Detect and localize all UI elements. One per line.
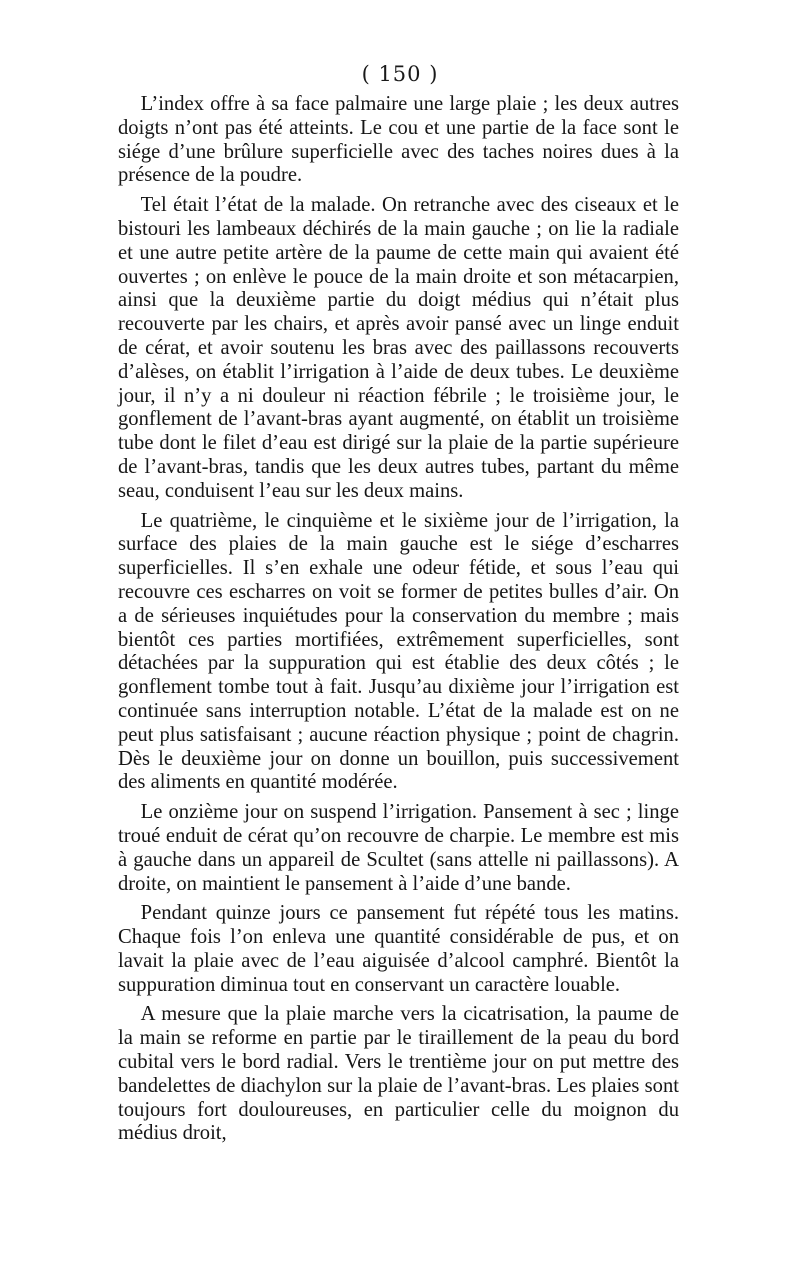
paragraph-4: Le onzième jour on suspend l’irrigation. Pansement à sec ; linge troué enduit de cérat qu’on recouvre de charpie. Le membre est mis à gauche dans un appareil de Scultet (sans attelle ni paillassons). A droite, on maintient le pansement à l’aide d’une bande. [118,801,679,895]
page-number: ( 150 ) [361,62,439,86]
body-text [118,93,679,1152]
paragraph-3: Le quatrième, le cinquième et le sixième jour de l’irrigation, la surface des plaies de la main gauche est le siége d’escharres superficielles. Il s’en exhale une odeur fétide, et sous l’eau qui recouvre ces escharres on voit se former de petites bulles d’air. On a de sérieuses inquiétudes pour la conservation du membre ; mais bientôt ces parties mortifiées, extrêmement superficielles, sont détachées par la suppuration qui est établie des deux côtés ; le gonflement tombe tout à fait. Jusqu’au dixième jour l’irrigation est continuée sans interruption notable. L’état de la malade est on ne peut plus satisfaisant ; aucune réaction physique ; point de chagrin. Dès le deuxième jour on donne un bouillon, puis successivement des aliments en quantité modérée. [118,509,679,794]
paragraph-6: A mesure que la plaie marche vers la cicatrisation, la paume de la main se reforme en partie par le tiraillement de la peau du bord cubital vers le bord radial. Vers le trentième jour on put mettre des bandelettes de diachylon sur la plaie de l’avant-bras. Les plaies sont toujours fort douloureuses, en particulier celle du moignon du médius droit, [118,1003,679,1145]
paragraph-5: Pendant quinze jours ce pansement fut répété tous les matins. Chaque fois l’on enleva une quantité considérable de pus, et on lavait la plaie avec de l’eau aiguisée d’alcool camphré. Bientôt la suppuration diminua tout en conservant un caractère louable. [118,902,679,996]
paragraph-2: Tel était l’état de la malade. On retranche avec des ciseaux et le bistouri les lambeaux déchirés de la main gauche ; on lie la radiale et une autre petite artère de la paume de cette main qui avaient été ouvertes ; on enlève le pouce de la main droite et son métacarpien, ainsi que la deuxième partie du doigt médius qui n’était plus recouverte par les chairs, et après avoir pansé avec un linge enduit de cérat, et avoir soutenu les bras avec des paillassons recouverts d’alèses, on établit l’irrigation à l’aide de deux tubes. Le deuxième jour, il n’y a ni douleur ni réaction fébrile ; le troisième jour, le gonflement de l’avant-bras ayant augmenté, on établit un troisième tube dont le filet d’eau est dirigé sur la plaie de la partie supérieure de l’avant-bras, tandis que les deux autres tubes, partant du même seau, conduisent l’eau sur les deux mains. [118,194,679,502]
paragraph-1: L’index offre à sa face palmaire une large plaie ; les deux autres doigts n’ont pas été atteints. Le cou et une partie de la face sont le siége d’une brûlure superficielle avec des taches noires dues à la présence de la poudre. [118,93,679,187]
